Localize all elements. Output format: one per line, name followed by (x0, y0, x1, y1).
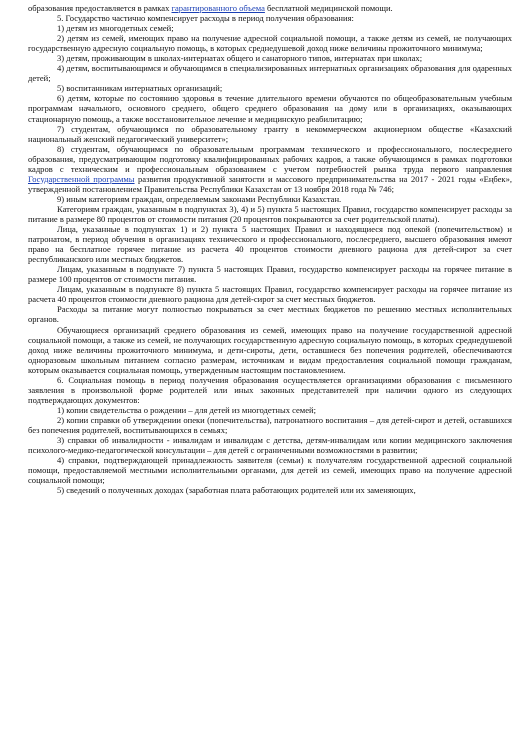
paragraph: 3) справки об инвалидности - инвалидам и инвалидам с детства, детям-инвалидам или копии медицинского заключения психолого-медико-педагогической консультации – для детей с ограниченными возможностями в развитии; (28, 435, 512, 456)
paragraph-text: 8) студентам, обучающимся по образовательным программам технического и профессионального, послесреднего образования, предусматривающим подготовку квалифицированных рабочих кадров, а также обучающимся в рамках подготовки кадров с техническим и профессиональным образованием с учетом потребностей рынка труда первого направления (28, 143, 512, 174)
paragraph: Категориям граждан, указанным в подпунктах 3), 4) и 5) пункта 5 настоящих Правил, государство компенсирует расходы за питание в размере 80 процентов от стоимости питания (20 процентов покрываются за счет родительской платы). (28, 203, 512, 224)
paragraph: Обучающиеся организаций среднего образования из семей, имеющих право на получение государственной адресной социальной помощи, а также из семей, не получающих государственную адресную социальную помощь, в которых среднедушевой доход ниже величины прожиточного минимума, и дети-сироты, дети, оставшиеся без попечения родителей, обеспечиваются одноразовым школьным питанием согласно размерам, источникам и видам предоставления социальной помощи гражданам, которым оказывается социальная помощь, утвержденным настоящим постановлением. (28, 324, 512, 375)
paragraph: 4) справки, подтверждающей принадлежность заявителя (семьи) к получателям государственной адресной социальной помощи, предоставляемой местными исполнительными органами, для детей из семей, имеющих право на получение адресной социальной помощи; (28, 455, 512, 486)
paragraph: 3) детям, проживающим в школах-интернатах общего и санаторного типов, интернатах при школах; (57, 53, 423, 64)
paragraph: Лицам, указанным в подпункте 8) пункта 5 настоящих Правил, государство компенсирует расходы на горячее питание из расчета 40 процентов стоимости дневного рациона для детей-сирот за счет местных бюджетов. (28, 284, 512, 305)
paragraph: Лицам, указанным в подпункте 7) пункта 5 настоящих Правил, государство компенсирует расходы на горячее питание в размере 100 процентов от стоимости питания. (28, 264, 512, 285)
paragraph: 7) студентам, обучающимся по образовательному гранту в некоммерческом акционерном обществе «Казахский национальный женский педагогический университет»; (28, 123, 512, 144)
paragraph-text: образования предоставляется в рамках (28, 3, 172, 13)
paragraph: 1) детям из многодетных семей; (57, 23, 174, 34)
paragraph: 2) копии справки об утверждении опеки (попечительства), патронатного воспитания – для детей-сирот и детей, оставшихся без попечения родителей, воспитывающихся в семьях; (28, 414, 512, 435)
paragraph: 2) детям из семей, имеющих право на получение адресной социальной помощи, а также детям из семей, не получающих государственную адресную социальную помощь, в которых среднедушевой доход ниже величины прожиточного минимума; (28, 33, 512, 54)
paragraph (28, 3, 512, 13)
document-link[interactable]: гарантированного объема (171, 3, 265, 13)
paragraph: 6. Социальная помощь в период получения образования осуществляется организациями образования с письменного заявления в произвольной форме родителей или иных законных представителей при наличии одного из следующих подтверждающих документов: (28, 374, 512, 405)
paragraph: Лица, указанные в подпунктах 1) и 2) пункта 5 настоящих Правил и находящиеся под опекой (попечительством) и патронатом, в период обучения в организациях технического и профессионального, послесреднего, высшего образования имеют право на бесплатное горячее питание из расчета 40 процентов стоимости дневного рациона для детей-сирот за счет республиканского или местных бюджетов. (28, 224, 512, 265)
paragraph: 1) копии свидетельства о рождении – для детей из многодетных семей; (57, 404, 316, 415)
paragraph: 4) детям, воспитывающимся и обучающимся в специализированных интернатных организациях образования для одаренных детей; (28, 63, 512, 84)
paragraph: 9) иным категориям граждан, определяемым законами Республики Казахстан. (57, 193, 342, 204)
paragraph: 5) сведений о полученных доходах (заработная плата работающих родителей или их заменяющих, (57, 485, 416, 496)
paragraph: 5) воспитанникам интернатных организаций; (57, 83, 223, 94)
paragraph: Расходы за питание могут полностью покрываться за счет местных бюджетов по решению местных исполнительных органов. (28, 304, 512, 325)
paragraph (28, 144, 512, 194)
paragraph-text: бесплатной медицинской помощи. (264, 3, 393, 13)
paragraph: 5. Государство частично компенсирует расходы в период получения образования: (57, 13, 354, 24)
document-link[interactable]: Государственной программы (28, 173, 135, 184)
paragraph: 6) детям, которые по состоянию здоровья в течение длительного времени обучаются по общеобразовательным учебным программам начального, основного среднего, общего среднего образования на дому или в организациях, оказывающих стационарную помощь, а также восстановительное лечение и медицинскую реабилитацию; (28, 93, 512, 124)
paragraph-text: развития продуктивной занятости и массового предпринимательства на 2017 - 2021 годы «Еңбек», утвержденной постановлением Правительства Республики Казахстан от 13 ноября 2018 года № 746; (28, 173, 512, 194)
